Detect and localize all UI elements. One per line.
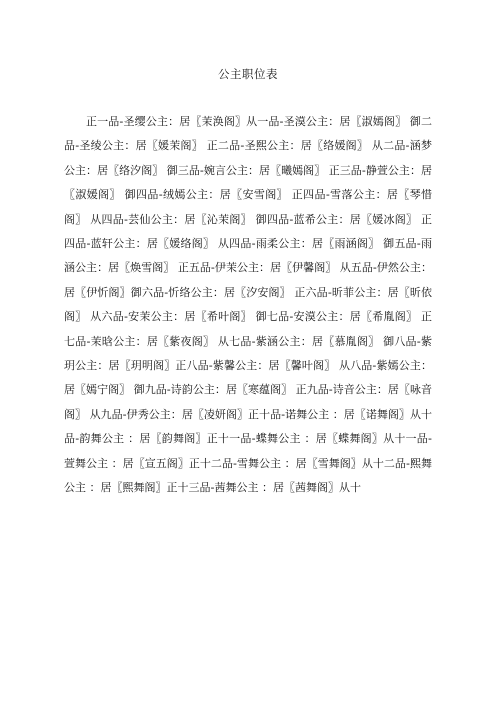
document-body: 正一品-圣缨公主：居〖茉涣阁〗从一品-圣漠公主：居〖淑嫣阁〗 御二品-圣绫公主：居〖媛茉阁〗 正二品-圣煕公主：居〖络媛阁〗 从二品-涵梦公主：居〖络汐阁〗 御三品-婉言公主：居〖曦嫣阁〗 正三品-静萱公主：居〖淑媛阁〗 御四品-绒嫣公主：居〖安雪阁〗 正四品-雪落公主：居〖琴惜阁〗 从四品-芸仙公主：居〖沁茉阁〗 御四品-蓝希公主：居〖媛冰阁〗 正四品-蓝轩公主：居〖媛络阁〗 从四品-雨柔公主：居〖雨涵阁〗 御五品-雨涵公主：居〖焕雪阁〗 正五品-伊茉公主：居〖伊馨阁〗 从五品-伊然公主：居〖伊忻阁〗御六品-忻络公主：居〖汐安阁〗 正六品-昕菲公主：居〖昕依阁〗 从六品-安茉公主：居〖希叶阁〗 御七品-安漠公主：居〖希胤阁〗 正七品-茉晗公主：居〖紫夜阁〗 从七品-紫涵公主：居〖慕胤阁〗 御八品-紫玥公主：居〖玥明阁〗正八品-紫馨公主：居〖馨叶阁〗 从八品-紫嫣公主：居〖嫣宁阁〗 御九品-诗韵公主：居〖寒蕴阁〗 正九品-诗音公主：居〖咏音阁〗 从九品-伊秀公主：居〖凌妍阁〗正十品-诺舞公主 ：居〖诺舞阁〗从十品-韵舞公主 ：居〖韵舞阁〗正十一品-蝶舞公主 ：居〖蝶舞阁〗从十一品-萱舞公主 ：居〖宣五阁〗正十二品-雪舞公主 ：居〖雪舞阁〗从十二品-熙舞公主 ：居〖熙舞阁〗正十三品-茜舞公主 ：居〖茜舞阁〗从十	[64, 115, 432, 495]
document-title: 公主职位表	[218, 67, 278, 81]
